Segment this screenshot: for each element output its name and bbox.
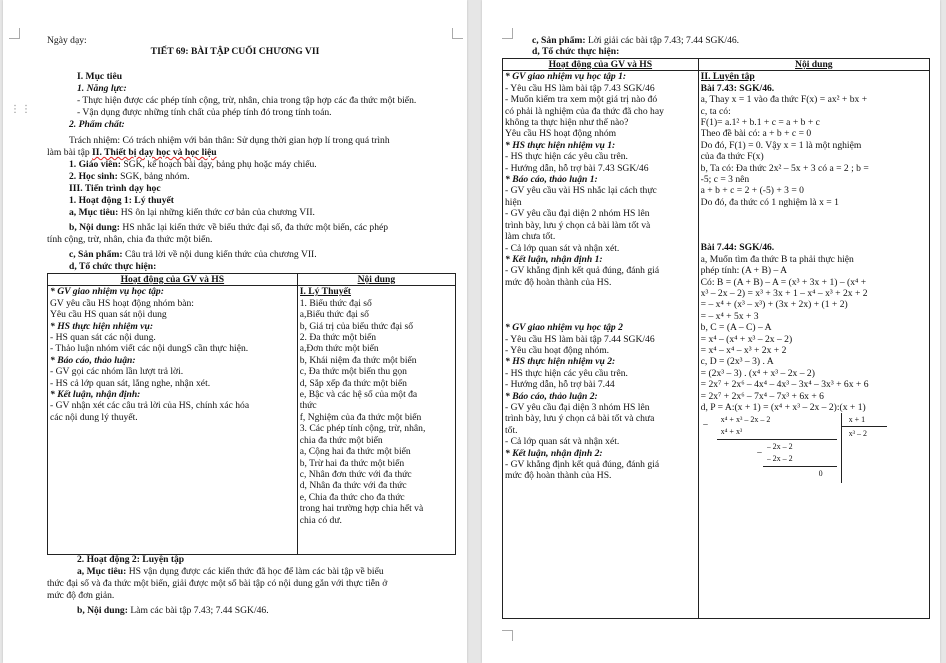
table-line: e, Bậc và các hệ số của một đa xyxy=(299,389,418,401)
act1-aim-text: HS ôn lại những kiến thức cơ bản của chương VII. xyxy=(118,207,315,218)
activity-table-1 xyxy=(47,273,456,555)
table-line: - Hướng dẫn, hỗ trợ bài 7.44 xyxy=(505,379,615,391)
document-page-2 xyxy=(482,0,940,663)
table-header-content: Nội dung xyxy=(297,274,455,286)
table-line: Có: B = (A + B) – A = (x³ + 3x + 1) – (x⁴ + xyxy=(700,276,867,288)
table-header-activity: Hoạt động của GV và HS xyxy=(503,59,699,71)
table-header-activity: Hoạt động của GV và HS xyxy=(48,274,298,286)
division-dividend: x⁴ + x³ – 2x – 2 xyxy=(720,415,771,425)
act1-aim-label: a, Mục tiêu: xyxy=(69,207,119,218)
table-line: Yêu cầu HS hoạt động nhóm xyxy=(505,128,617,140)
table-line: GV yêu cầu HS hoạt động nhóm bàn: xyxy=(50,297,194,309)
act2-aim xyxy=(77,566,384,577)
table-line: - GV yêu cầu đại diện 2 nhóm HS lên xyxy=(505,208,650,220)
teacher-label: 1. Giáo viên: xyxy=(69,159,121,170)
skills-line: - Thực hiện được các phép tính cộng, trừ, nhân, chia trong tập hợp các đa thức một biến. xyxy=(77,95,417,106)
table-line: Bài 7.44: SGK/46. xyxy=(700,242,775,254)
activity-table-2 xyxy=(502,58,930,619)
table-line: = 2x⁷ + 2x⁶ – 4x⁴ – 4x³ – 3x⁴ – 3x³ + 6x + 6 xyxy=(700,379,869,391)
table-line: - HS thực hiện các yêu cầu trên. xyxy=(505,367,628,379)
act1-product-label: c, Sản phẩm: xyxy=(69,249,123,260)
teacher-text: SGK, kế hoạch bài dạy, bảng phụ hoặc máy chiếu. xyxy=(120,159,317,170)
table-line: chia đa thức một biến xyxy=(299,434,383,446)
polynomial-long-division xyxy=(701,413,927,489)
table-line: phép tính: (A + B) – A xyxy=(700,265,788,277)
table-line: - GV khẳng định kết quả đúng, đánh giá xyxy=(505,459,660,470)
table-line: của đa thức F(x) xyxy=(700,151,764,163)
page-corner-mark xyxy=(9,28,20,39)
table-line: -5; c = 3 nên xyxy=(700,174,750,186)
table-line: b, C = (A – C) – A xyxy=(700,322,772,334)
act2-aim-text: HS vận dụng được các kiến thức đã học để làm các bài tập về biểu xyxy=(126,566,384,577)
table-cell-content xyxy=(297,286,455,555)
table-line: d, Sắp xếp đa thức một biến xyxy=(299,377,407,389)
student-line xyxy=(69,171,189,182)
table-line: c, Nhân đơn thức với đa thức xyxy=(299,468,412,480)
table-header-content: Nội dung xyxy=(698,59,929,71)
act1-product-text: Câu trả lời về nội dung kiến thức của chương VII. xyxy=(122,249,317,260)
table-line: trình bày, lưu ý chọn cả bài làm tốt và xyxy=(505,219,651,231)
table-line: = 2x⁷ + 2x⁶ – 7x⁴ – 7x³ + 6x + 6 xyxy=(700,390,824,402)
equipment-heading: II. Thiết bị dạy học và học liệu xyxy=(92,147,217,158)
act1-heading: 1. Hoạt động 1: Lý thuyết xyxy=(69,195,175,206)
table-line: b, Khái niệm đa thức một biến xyxy=(299,354,417,366)
table-line: làm chưa tốt. xyxy=(505,231,556,243)
org-heading: d, Tổ chức thực hiện: xyxy=(532,46,620,57)
skills-heading: 1. Năng lực: xyxy=(77,83,127,94)
table-line: d, P = A:(x + 1) = (x⁴ + x³ – 2x – 2):(x + 1) xyxy=(700,401,866,413)
table-line: các nội dung lý thuyết. xyxy=(50,411,138,423)
objectives-heading: I. Mục tiêu xyxy=(77,71,123,82)
table-line: b, Ta có: Đa thức 2x² – 5x + 3 có a = 2 ; b = xyxy=(700,162,869,174)
table-line: a, Thay x = 1 vào đa thức F(x) = ax² + bx + xyxy=(700,94,868,106)
table-line: Do đó, F(1) = 0. Vậy x = 1 là một nghiệm xyxy=(700,139,862,151)
act2-aim-line3: mức độ đơn giản. xyxy=(47,590,115,601)
table-line: * Kết luận, nhận định 2: xyxy=(505,447,603,459)
division-subtrahend-1: x⁴ + x³ xyxy=(720,427,743,437)
quality-line-2 xyxy=(47,147,217,158)
table-line: tốt. xyxy=(505,424,518,436)
table-line: - HS quan sát các nội dung. xyxy=(50,332,156,344)
act2-content-text: Làm các bài tập 7.43; 7.44 SGK/46. xyxy=(127,605,269,616)
table-line: a + b + c = 2 + (-5) + 3 = 0 xyxy=(700,185,804,197)
act2-heading: 2. Hoạt động 2: Luyện tập xyxy=(77,554,185,565)
lesson-title: TIẾT 69: BÀI TẬP CUỐI CHƯƠNG VII xyxy=(150,46,320,57)
table-line: Yêu cầu HS quan sát nội dung xyxy=(50,309,167,321)
table-line: * Kết luận, nhận định 1: xyxy=(505,253,603,265)
skills-line: - Vận dụng được những tính chất của phép tính đó trong tính toán. xyxy=(77,107,332,118)
table-line: a, Cộng hai đa thức một biến xyxy=(299,446,411,458)
drag-handle-icon[interactable]: ⋮⋮ xyxy=(10,104,32,115)
act2-aim-line2: thức đại số và đa thức một biến, giải được một số bài tập có nội dung gắn với thực tiễn ở xyxy=(47,578,388,589)
division-bar xyxy=(841,413,842,483)
table-line: - GV nhận xét các câu trả lời của HS, chính xác hóa xyxy=(50,400,250,412)
table-line: 1. Biểu thức đại số xyxy=(299,297,372,309)
table-line: - Cả lớp quan sát và nhận xét. xyxy=(505,242,620,254)
table-line: = x⁴ – (x⁴ + x³ – 2x – 2) xyxy=(700,333,793,345)
table-line: * GV giao nhiệm vụ học tập 1: xyxy=(505,71,627,83)
table-line: - Yêu cầu HS làm bài tập 7.44 SGK/46 xyxy=(505,333,655,345)
quality-line-text: làm bài tập xyxy=(47,147,93,158)
table-line: trong hai trường hợp chia hết và xyxy=(299,503,424,515)
table-line: - GV yêu cầu đại diện 3 nhóm HS lên xyxy=(505,401,650,413)
table-line: Theo đề bài có: a + b + c = 0 xyxy=(700,128,812,140)
table-line: = – x⁴ + (x³ – x³) + (3x + 2x) + (1 + 2) xyxy=(700,299,848,311)
quality-heading: 2. Phẩm chất: xyxy=(69,119,125,130)
table-line: - Muốn kiểm tra xem một giá trị nào đó xyxy=(505,94,658,106)
division-remainder-zero: 0 xyxy=(818,469,823,479)
table-line: a,Biểu thức đại số xyxy=(299,309,369,321)
table-line: * GV giao nhiệm vụ học tập: xyxy=(50,286,164,298)
table-line: F(1)= a.1² + b.1 + c = a + b + c xyxy=(700,117,820,129)
table-line: - Yêu cầu hoạt động nhóm. xyxy=(505,344,610,356)
table-line: - GV khẳng định kết quả đúng, đánh giá xyxy=(505,265,660,277)
act1-content-text: HS nhắc lại kiến thức về biểu thức đại số, đa thức một biến, các phép xyxy=(119,222,389,233)
table-line: * Báo cáo, thảo luận 2: xyxy=(505,390,598,402)
act1-product xyxy=(69,249,317,260)
division-subtrahend-2: – 2x – 2 xyxy=(766,454,793,464)
table-line: a,Đơn thức một biến xyxy=(299,343,379,355)
table-line: c, ta có: xyxy=(700,105,731,117)
table-line: II. Luyện tập xyxy=(700,71,755,83)
table-line: * Báo cáo, thảo luận 1: xyxy=(505,174,598,186)
table-line: = (2x³ – 3) . (x⁴ + x³ – 2x – 2) xyxy=(700,367,815,379)
table-line: c, D = (2x³ – 3) . A xyxy=(700,356,774,368)
product-text: Lời giải các bài tập 7.43; 7.44 SGK/46. xyxy=(585,35,740,46)
table-line: 2. Đa thức một biến xyxy=(299,332,377,344)
table-line: Do đó, đa thức có 1 nghiệm là x = 1 xyxy=(700,196,839,208)
division-minus: − xyxy=(702,421,709,432)
table-line: thức xyxy=(299,400,317,412)
table-line: b, Trừ hai đa thức một biến xyxy=(299,457,405,469)
act1-aim xyxy=(69,207,315,218)
quality-line: Trách nhiệm: Có trách nhiệm với bản thân: Sử dụng thời gian hợp lí trong quá trình xyxy=(69,135,390,146)
table-line: mức độ hoàn thành của HS. xyxy=(505,276,612,288)
table-line: - GV gọi các nhóm lần lượt trả lời. xyxy=(50,366,184,378)
table-line: * Báo cáo, thảo luận: xyxy=(50,354,136,366)
table-line: chia có dư. xyxy=(299,514,342,526)
act1-content-label: b, Nội dung: xyxy=(69,222,120,233)
table-line: - HS cả lớp quan sát, lắng nghe, nhận xét. xyxy=(50,377,211,389)
page-corner-mark xyxy=(502,630,513,641)
table-line: Bài 7.43: SGK/46. xyxy=(700,82,775,94)
table-line: x³ – 2x – 2) = x³ + 3x + 1 – x⁴ – x³ + 2x + 2 xyxy=(700,287,868,299)
table-line: * HS thực hiện nhiệm vụ 1: xyxy=(505,139,616,151)
table-line: * Kết luận, nhận định: xyxy=(50,389,141,401)
table-line: - Yêu cầu HS làm bài tập 7.43 SGK/46 xyxy=(505,82,655,94)
table-line: a, Muốn tìm đa thức B ta phải thực hiện xyxy=(700,253,854,265)
act2-content xyxy=(77,605,269,616)
table-line: có phải là nghiệm của đa thức đã cho hay xyxy=(505,105,664,117)
date-label: Ngày dạy: xyxy=(47,35,87,46)
table-line: - Cả lớp quan sát và nhận xét. xyxy=(505,436,620,448)
division-rule xyxy=(841,426,887,427)
table-line: - Thảo luận nhóm viết các nội dungS cần thực hiện. xyxy=(50,343,249,355)
act2-content-label: b, Nội dung: xyxy=(77,605,128,616)
table-line: * GV giao nhiệm vụ học tập 2 xyxy=(505,322,623,334)
table-line: không ta thực hiện như thế nào? xyxy=(505,117,629,129)
product-line xyxy=(532,35,739,46)
page-corner-mark xyxy=(502,28,513,39)
table-line: c, Đa thức một biến thu gọn xyxy=(299,366,407,378)
table-line: f, Nghiệm của đa thức một biến xyxy=(299,411,422,423)
division-rule xyxy=(717,439,837,440)
table-cell-content xyxy=(698,71,929,619)
page-corner-mark xyxy=(452,28,463,39)
act1-org-heading: d, Tổ chức thực hiện: xyxy=(69,261,157,272)
table-line: * HS thực hiện nhiệm vụ: xyxy=(50,320,154,332)
table-line: = x⁴ – x⁴ – x³ + 2x + 2 xyxy=(700,344,787,356)
table-line: e, Chia đa thức cho đa thức xyxy=(299,491,405,503)
division-rule xyxy=(763,466,837,467)
table-cell-activities xyxy=(503,71,699,619)
table-line: hiện xyxy=(505,196,522,208)
act1-content xyxy=(69,222,388,233)
table-line: = – x⁴ + 5x + 3 xyxy=(700,310,759,322)
division-quotient: x³ – 2 xyxy=(848,429,868,439)
table-line: - Hướng dẫn, hỗ trợ bài 7.43 SGK/46 xyxy=(505,162,649,174)
table-line: d, Nhân đa thức với đa thức xyxy=(299,480,407,492)
student-label: 2. Học sinh: xyxy=(69,171,118,182)
table-line: 3. Các phép tính cộng, trừ, nhân, xyxy=(299,423,426,435)
division-remainder-1: – 2x – 2 xyxy=(766,442,793,452)
table-cell-activities xyxy=(48,286,298,555)
table-line: I. Lý Thuyết xyxy=(299,286,351,298)
division-minus: − xyxy=(756,449,763,460)
teacher-line xyxy=(69,159,317,170)
table-line: - GV yêu cầu vài HS nhắc lại cách thực xyxy=(505,185,657,197)
division-divisor: x + 1 xyxy=(848,415,866,425)
act1-content-line2: tính cộng, trừ, nhân, chia đa thức một biến. xyxy=(47,234,213,245)
table-line: - HS thực hiện các yêu cầu trên. xyxy=(505,151,628,163)
table-line: b, Giá trị của biểu thức đại số xyxy=(299,320,414,332)
table-line: trình bày, lưu ý chọn cả bài tốt và chưa xyxy=(505,413,655,425)
document-page-1 xyxy=(3,0,467,663)
student-text: SGK, bảng nhóm. xyxy=(117,171,190,182)
process-heading: III. Tiến trình dạy học xyxy=(69,183,161,194)
table-line: mức độ hoàn thành của HS. xyxy=(505,470,612,482)
table-line: * HS thực hiện nhiệm vụ 2: xyxy=(505,356,616,368)
act2-aim-label: a, Mục tiêu: xyxy=(77,566,127,577)
product-label: c, Sản phẩm: xyxy=(532,35,586,46)
